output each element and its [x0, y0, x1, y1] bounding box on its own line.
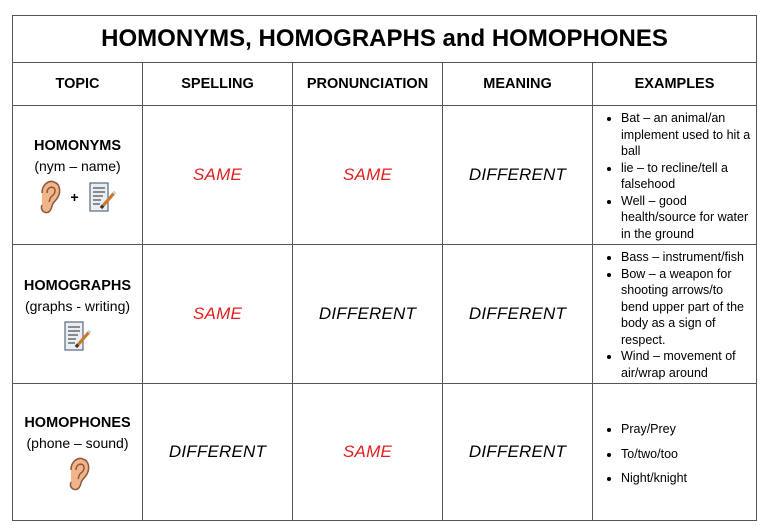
examples-cell — [593, 384, 757, 521]
meaning-value: DIFFERENT — [443, 106, 593, 245]
header-pronunciation: PRONUNCIATION — [293, 63, 443, 106]
meaning-value: DIFFERENT — [443, 245, 593, 384]
examples-cell — [593, 106, 757, 245]
examples-list — [593, 249, 756, 381]
topic-cell — [13, 106, 143, 245]
spelling-value: SAME — [143, 106, 293, 245]
topic-subtitle: (nym – name) — [34, 157, 121, 174]
list-item: • Bow – a weapon for shooting arrows/to bend upper part of the body as a sign of respect. — [621, 266, 752, 349]
list-item: • Well – good health/source for water in the ground — [621, 193, 752, 243]
homonyms-table — [12, 15, 757, 521]
examples-list — [593, 421, 756, 487]
topic-icons — [13, 456, 142, 492]
list-item: • lie – to recline/tell a falsehood — [621, 160, 752, 193]
header-topic: TOPIC — [13, 63, 143, 106]
topic-cell — [13, 245, 143, 384]
ear-icon — [36, 179, 62, 215]
table-row-homographs — [13, 245, 757, 384]
topic-icons — [13, 179, 142, 215]
table-row-homonyms — [13, 106, 757, 245]
plus-sign: + — [70, 188, 79, 205]
pronunciation-value: SAME — [293, 384, 443, 521]
ear-icon — [65, 456, 91, 492]
spelling-value: SAME — [143, 245, 293, 384]
header-meaning: MEANING — [443, 63, 593, 106]
examples-cell — [593, 245, 757, 384]
pronunciation-value: SAME — [293, 106, 443, 245]
document-pen-icon — [62, 319, 94, 353]
header-examples: EXAMPLES — [593, 63, 757, 106]
table-title: HOMONYMS, HOMOGRAPHS and HOMOPHONES — [13, 16, 757, 63]
header-row — [13, 63, 757, 106]
topic-subtitle: (graphs - writing) — [24, 297, 131, 314]
topic-icons — [13, 319, 142, 353]
table-row-homophones — [13, 384, 757, 521]
list-item: • Bass – instrument/fish — [621, 249, 752, 266]
topic-cell — [13, 384, 143, 521]
topic-name: HOMONYMS — [34, 137, 121, 154]
list-item: • Night/knight — [621, 470, 752, 487]
meaning-value: DIFFERENT — [443, 384, 593, 521]
topic-subtitle: (phone – sound) — [26, 434, 129, 451]
list-item: • Pray/Prey — [621, 421, 752, 438]
pronunciation-value: DIFFERENT — [293, 245, 443, 384]
header-spelling: SPELLING — [143, 63, 293, 106]
spelling-value: DIFFERENT — [143, 384, 293, 521]
topic-name: HOMOGRAPHS — [23, 277, 132, 294]
topic-name: HOMOPHONES — [24, 414, 131, 431]
list-item: • To/two/too — [621, 446, 752, 463]
document-pen-icon — [87, 180, 119, 214]
examples-list — [593, 110, 756, 242]
list-item: • Bat – an animal/an implement used to hit a ball — [621, 110, 752, 160]
list-item: • Wind – movement of air/wrap around — [621, 348, 752, 381]
